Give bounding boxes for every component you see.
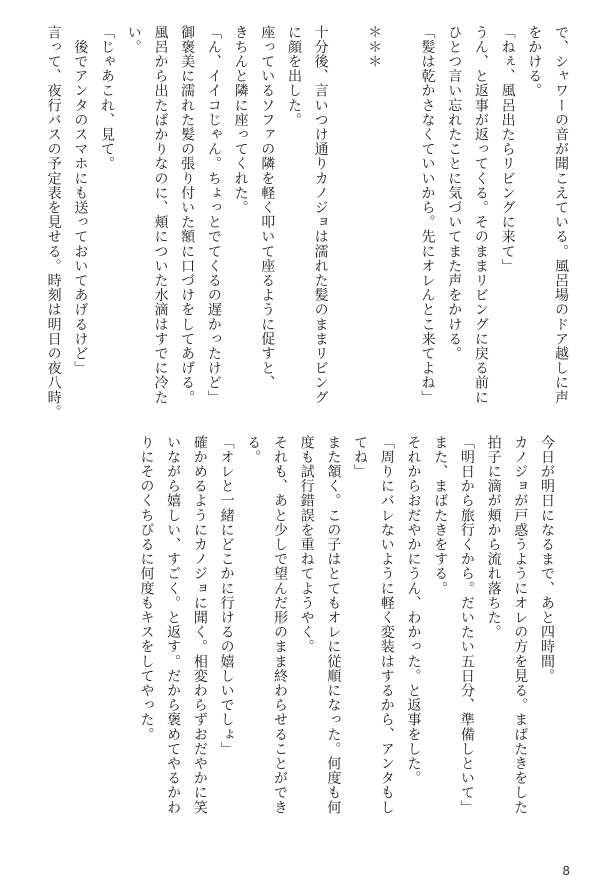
text-line: に顔を出した。 [285,25,302,128]
text-line: また、まばたきをする。 [432,435,449,596]
text-line: 十分後、言いつけ通りカノジョは濡れた髪のままリビング [312,25,329,405]
text-line: 「髪は乾かさなくていいから。先にオレんとこ来てよね」 [419,25,436,405]
text-line: る。 [245,435,262,465]
text-line: ひとつ言い忘れたことに気づいてまた声をかける。 [446,25,463,361]
text-line: 言って、夜行バスの予定表を見せる。時刻は明日の夜八時。 [45,25,62,420]
text-line: きちんと隣に座ってくれた。 [232,25,249,215]
text-line: 今日が明日になるまで、あと四時間。 [539,435,555,684]
text-line: 「じゃあこれ、見て。 [99,25,116,171]
text-line: 「オレと一緒にどこかに行けるの嬉しいでしょ」 [218,435,235,757]
text-line: ＊＊＊ [366,25,383,69]
text-line: 「明日から旅行くから。だいたい五日分、準備しといて」 [458,435,475,815]
text-line: 御褒美に濡れた髪の張り付いた額に口づけをしてあげる。 [179,25,196,405]
text-line [387,25,414,425]
upper-text-block [40,25,574,425]
text-line: 「周りにバレないように軽く変装はするから、アンタもし [378,435,395,815]
text-line: 座っているソファの隣を軽く叩いて座るように促すと、 [259,25,276,390]
text-line: 「ん、イイコじゃん。ちょっとでてくるの遅かったけど」 [205,25,222,405]
text-line: 確かめるようにカノジョに聞く。相変わらずおだやかに笑 [191,435,208,815]
text-line: りにそのくちびるに何度もキスをしてやった。 [138,435,155,742]
page-number: 8 [562,864,570,878]
text-line: 風呂から出たばかりなのに、頬についた水滴はすでに冷た [152,25,169,405]
text-line: 度も試行錯誤を重ねてようやく。 [298,435,315,654]
lower-text-block [133,435,560,820]
text-line: カノジョが戸惑うようにオレの方を見る。まばたきをした [512,435,529,815]
text-line: てね」 [352,435,369,479]
text-line: また頷く。この子はとてもオレに従順になった。何度も何 [325,435,342,815]
text-line: 後でアンタのスマホにも送っておいてあげるけど」 [72,25,89,376]
text-line: それも、あと少しで望んだ形のまま終わらせることができ [271,435,288,815]
text-line [334,25,361,425]
text-line: 「ねぇ、風呂出たらリビングに来て」 [499,25,516,274]
text-line: をかける。 [526,25,543,98]
text-line: で、シャワーの音が聞こえている。風呂場のドア越しに声 [553,25,569,405]
text-line: 拍子に滴が頬から流れ落ちた。 [485,435,502,640]
text-line: いながら嬉しい、すごく。と返す。だから褒めてやるかわ [165,435,182,815]
text-line: い。 [125,25,142,55]
text-line: それからおだやかにうん、わかった。と返事をした。 [405,435,422,786]
text-line: うん、と返事が返ってくる。そのままリビングに戻る前に [472,25,489,405]
